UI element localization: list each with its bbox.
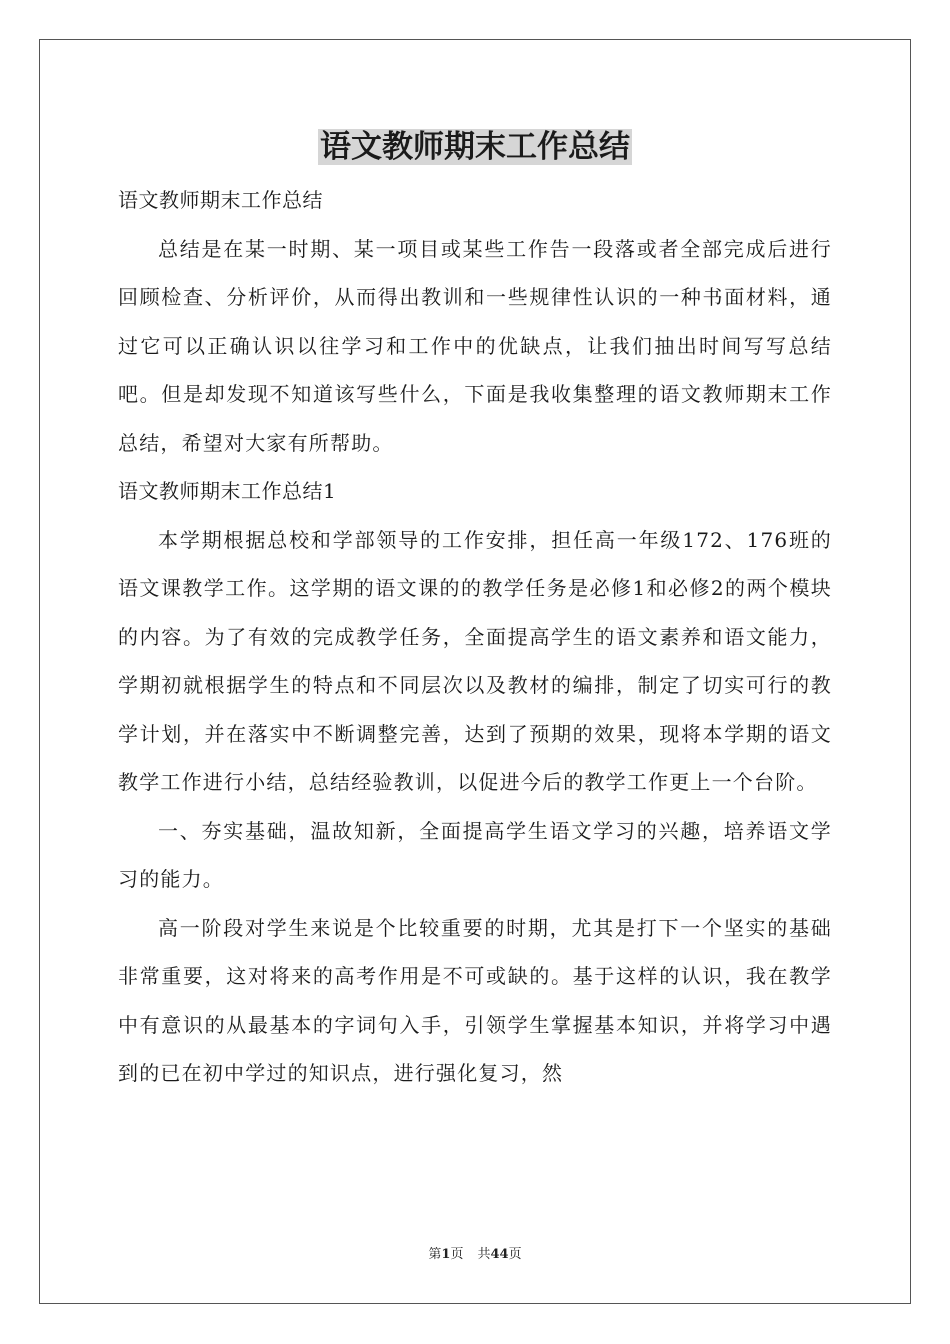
page-prefix: 第 bbox=[428, 1247, 442, 1262]
total-prefix: 共 bbox=[477, 1247, 491, 1262]
total-pages: 44 bbox=[490, 1247, 509, 1262]
page-number: 1 bbox=[441, 1247, 451, 1262]
point-heading-paragraph: 一、夯实基础，温故知新，全面提高学生语文学习的兴趣，培养语文学习的能力。 bbox=[118, 818, 832, 891]
total-suffix: 页 bbox=[508, 1247, 522, 1262]
document-body bbox=[118, 176, 832, 1098]
page-footer bbox=[0, 1246, 950, 1264]
section-heading: 语文教师期末工作总结1 bbox=[118, 479, 337, 503]
intro-paragraph: 总结是在某一时期、某一项目或某些工作告一段落或者全部完成后进行回顾检查、分析评价，从而得出教训和一些规律性认识的一种书面材料，通过它可以正确认识以往学习和工作中的优缺点，让我们抽出时间写写总结吧。但是却发现不知道该写些什么，下面是我收集整理的语文教师期末工作总结，希望对大家有所帮助。 bbox=[118, 236, 832, 455]
body-paragraph: 本学期根据总校和学部领导的工作安排，担任高一年级172、176班的语文课教学工作。这学期的语文课的的教学任务是必修1和必修2的两个模块的内容。为了有效的完成教学任务，全面提高学生的语文素养和语文能力，学期初就根据学生的特点和不同层次以及教材的编排，制定了切实可行的教学计划，并在落实中不断调整完善，达到了预期的效果，现将本学期的语文教学工作进行小结，总结经验教训，以促进今后的教学工作更上一个台阶。 bbox=[118, 527, 832, 794]
document-title bbox=[0, 124, 950, 170]
subtitle-paragraph: 语文教师期末工作总结 bbox=[118, 188, 323, 212]
document-title-text: 语文教师期末工作总结 bbox=[320, 129, 630, 165]
page-suffix: 页 bbox=[450, 1247, 464, 1262]
body-paragraph: 高一阶段对学生来说是个比较重要的时期，尤其是打下一个坚实的基础非常重要，这对将来的高考作用是不可或缺的。基于这样的认识，我在教学中有意识的从最基本的字词句入手，引领学生掌握基本知识，并将学习中遇到的已在初中学过的知识点，进行强化复习，然 bbox=[118, 915, 832, 1085]
